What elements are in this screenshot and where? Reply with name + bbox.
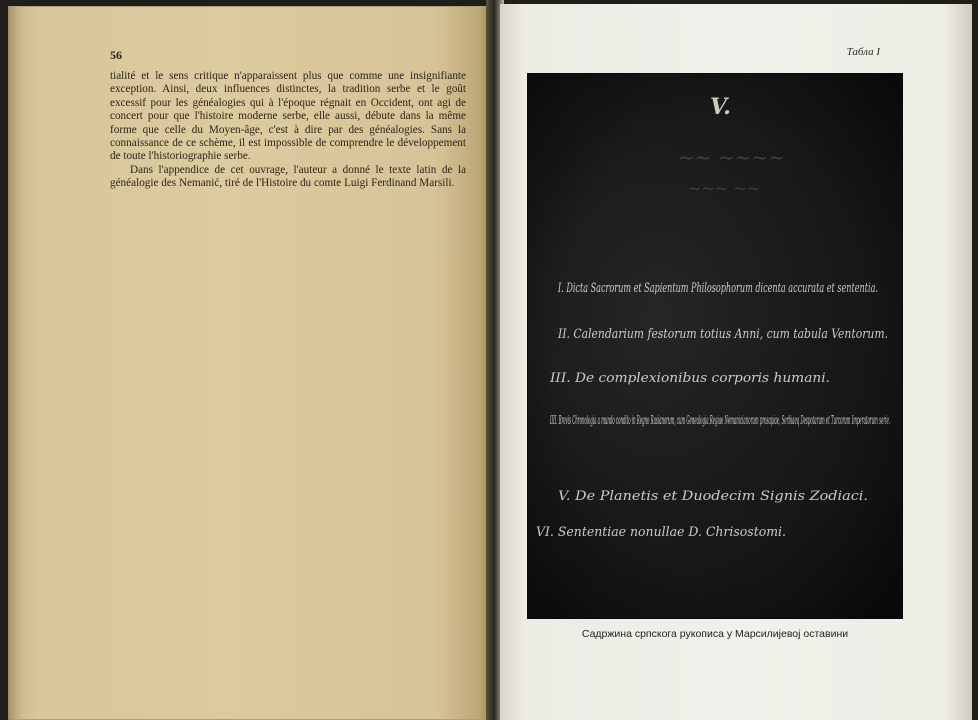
manuscript-line-5: V. De Planetis et Duodecim Signis Zodiaci. — [558, 489, 868, 504]
manuscript-photo — [528, 74, 902, 618]
manuscript-line-6: VI. Sententiae nonullae D. Chrisostomi. — [536, 525, 786, 540]
manuscript-image — [528, 74, 902, 618]
figure-caption: Садржина српскога рукописа у Марсилијевој оставини — [581, 628, 849, 640]
manuscript-line-3: III. De complexionibus corporis humani. — [548, 371, 830, 386]
right-page — [500, 4, 972, 720]
manuscript-line-2: II. Calendarium festorum totius Anni, cum tabula Ventorum. — [557, 327, 888, 342]
body-text — [110, 70, 466, 191]
paragraph-2: Dans l'appendice de cet ouvrage, l'auteur a donné le texte latin de la généalogie des Nemanić, tiré de l'Histoire du comte Luigi Ferdinand Marsili. — [110, 163, 466, 190]
left-page — [8, 6, 494, 720]
manuscript-heading: V. — [710, 94, 731, 120]
faint-scribble-1: ~~ ~~~~ — [678, 145, 785, 169]
paragraph-1: tialité et le sens critique n'apparaissent plus que comme une insignifiante exception. Ainsi, deux influences distinctes, la tradition serbe et le goût excessif pour les généalogies qui à l'époque régnait en Occident, ont agi de concert pour que l'histoire moderne serbe, elle aussi, débute dans la même forme que celle du Moyen-âge, c'est à dire par des généalogies. Sans la connaissance de ce schème, il est impossible de comprendre le développement de toute l'historiographie serbe. — [110, 70, 466, 163]
faint-scribble-2: ~~~ ~~ — [688, 179, 761, 198]
manuscript-line-4: IIII. Brevis Chronologia a mundo condito in Regno Rasianorum, cum Genealogia Regiae Nemanicianorum prosapiae, Serbiaeq Despotarum et Turcorum Imperatorum serie. — [549, 412, 890, 427]
manuscript-line-1: I. Dicta Sacrorum et Sapientum Philosophorum dicenta accurata et sententia. — [557, 281, 878, 296]
page-number: 56 — [110, 48, 122, 62]
plate-label: Табла I — [846, 46, 880, 58]
page-edge-shadow — [8, 6, 22, 720]
